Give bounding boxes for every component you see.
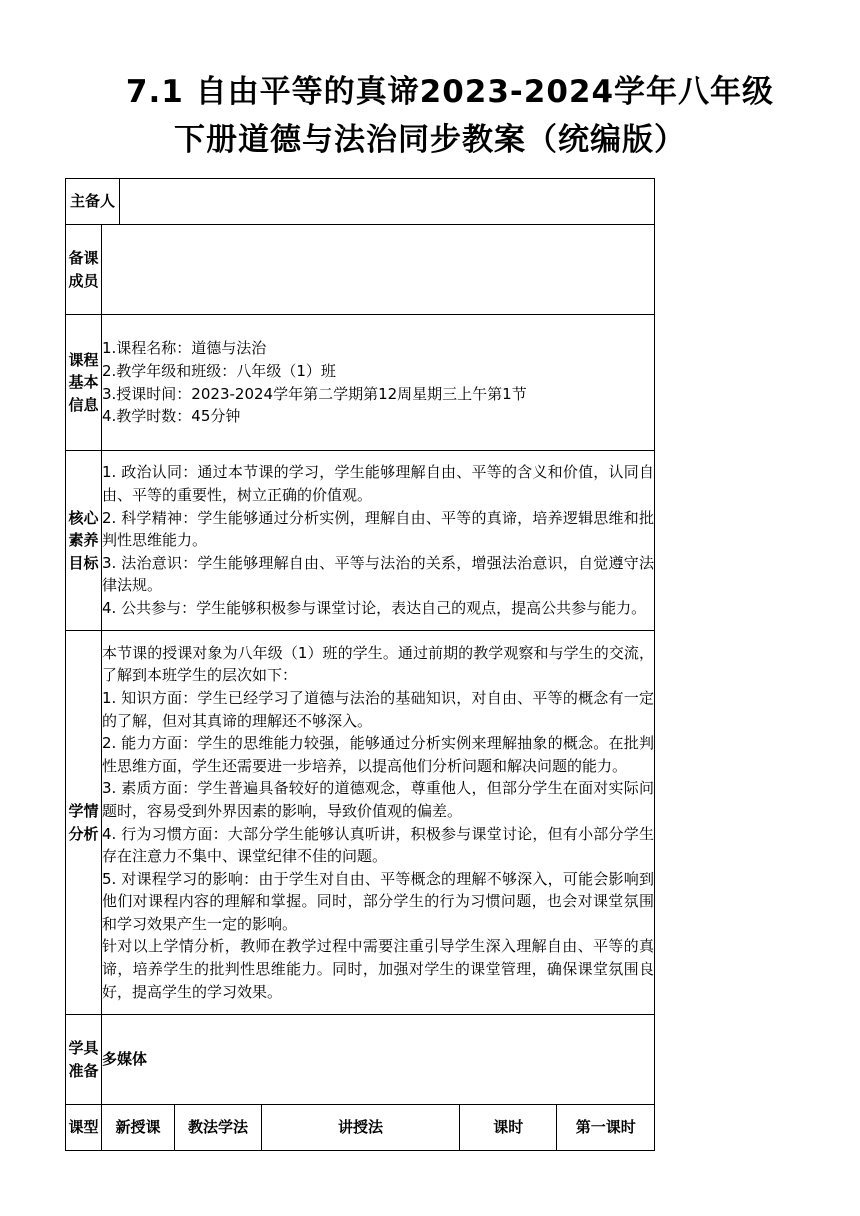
core-literacy-item: 4. 公共参与：学生能够积极参与课堂讨论，表达自己的观点，提高公共参与能力。 <box>102 598 647 617</box>
student-analysis-paragraph: 4. 行为习惯方面：大部分学生能够认真听讲，积极参与课堂讨论，但有小部分学生存在注意力不集中、课堂纪律不佳的问题。 <box>102 824 654 866</box>
row-basic-info <box>66 315 655 451</box>
row-preparer <box>66 179 655 225</box>
period-value: 第一课时 <box>557 1105 655 1151</box>
course-type-value: 新授课 <box>102 1105 175 1151</box>
title-line-1: 7.1 自由平等的真谛2023-2024学年八年级 <box>125 74 775 110</box>
core-literacy-content <box>102 451 655 631</box>
student-analysis-content <box>102 631 655 1015</box>
core-literacy-item: 3. 法治意识：学生能够理解自由、平等与法治的关系，增强法治意识，自觉遵守法律法规。 <box>102 553 654 595</box>
basic-info-line: 4.教学时数：45分钟 <box>102 407 241 426</box>
materials-label: 学具准备 <box>66 1015 102 1105</box>
basic-info-line: 1.课程名称：道德与法治 <box>102 339 267 358</box>
core-literacy-item: 2. 科学精神：学生能够通过分析实例，理解自由、平等的真谛，培养逻辑思维和批判性思维能力。 <box>102 508 654 550</box>
method-label: 教法学法 <box>175 1105 262 1151</box>
core-literacy-label: 核心素养目标 <box>66 451 102 631</box>
members-label: 备课成员 <box>66 225 102 315</box>
row-materials <box>66 1015 655 1105</box>
row-members <box>66 225 655 315</box>
core-literacy-item: 1. 政治认同：通过本节课的学习，学生能够理解自由、平等的含义和价值，认同自由、平等的重要性，树立正确的价值观。 <box>102 463 654 505</box>
document-title <box>0 68 860 164</box>
preparer-label: 主备人 <box>66 179 120 225</box>
preparer-value <box>120 179 655 225</box>
lesson-plan-table <box>65 178 655 1151</box>
basic-info-label: 课程基本信息 <box>66 315 102 451</box>
title-line-2: 下册道德与法治同步教案（统编版） <box>174 122 686 158</box>
student-analysis-paragraph: 本节课的授课对象为八年级（1）班的学生。通过前期的教学观察和与学生的交流，了解到本班学生的层次如下： <box>102 643 654 685</box>
period-label: 课时 <box>460 1105 557 1151</box>
student-analysis-paragraph: 5. 对课程学习的影响：由于学生对自由、平等概念的理解不够深入，可能会影响到他们对课程内容的理解和掌握。同时，部分学生的行为习惯问题，也会对课堂氛围和学习效果产生一定的影响。 <box>102 869 654 933</box>
course-type-label: 课型 <box>66 1105 102 1151</box>
row-student-analysis <box>66 631 655 1015</box>
method-value: 讲授法 <box>261 1105 459 1151</box>
materials-value: 多媒体 <box>102 1015 655 1105</box>
student-analysis-label: 学情分析 <box>66 631 102 1015</box>
members-value <box>102 225 655 315</box>
student-analysis-paragraph: 1. 知识方面：学生已经学习了道德与法治的基础知识，对自由、平等的概念有一定的了解，但对其真谛的理解还不够深入。 <box>102 688 654 730</box>
row-course-type <box>66 1105 655 1151</box>
student-analysis-paragraph: 2. 能力方面：学生的思维能力较强，能够通过分析实例来理解抽象的概念。在批判性思维方面，学生还需要进一步培养，以提高他们分析问题和解决问题的能力。 <box>102 734 654 775</box>
basic-info-line: 3.授课时间：2023-2024学年第二学期第12周星期三上午第1节 <box>102 384 527 403</box>
row-core-literacy <box>66 451 655 631</box>
basic-info-content <box>102 315 655 451</box>
basic-info-line: 2.教学年级和班级：八年级（1）班 <box>102 361 336 380</box>
student-analysis-paragraph: 针对以上学情分析，教师在教学过程中需要注重引导学生深入理解自由、平等的真谛，培养学生的批判性思维能力。同时，加强对学生的课堂管理，确保课堂氛围良好，提高学生的学习效果。 <box>102 937 654 1001</box>
student-analysis-paragraph: 3. 素质方面：学生普遍具备较好的道德观念，尊重他人，但部分学生在面对实际问题时，容易受到外界因素的影响，导致价值观的偏差。 <box>102 779 654 820</box>
